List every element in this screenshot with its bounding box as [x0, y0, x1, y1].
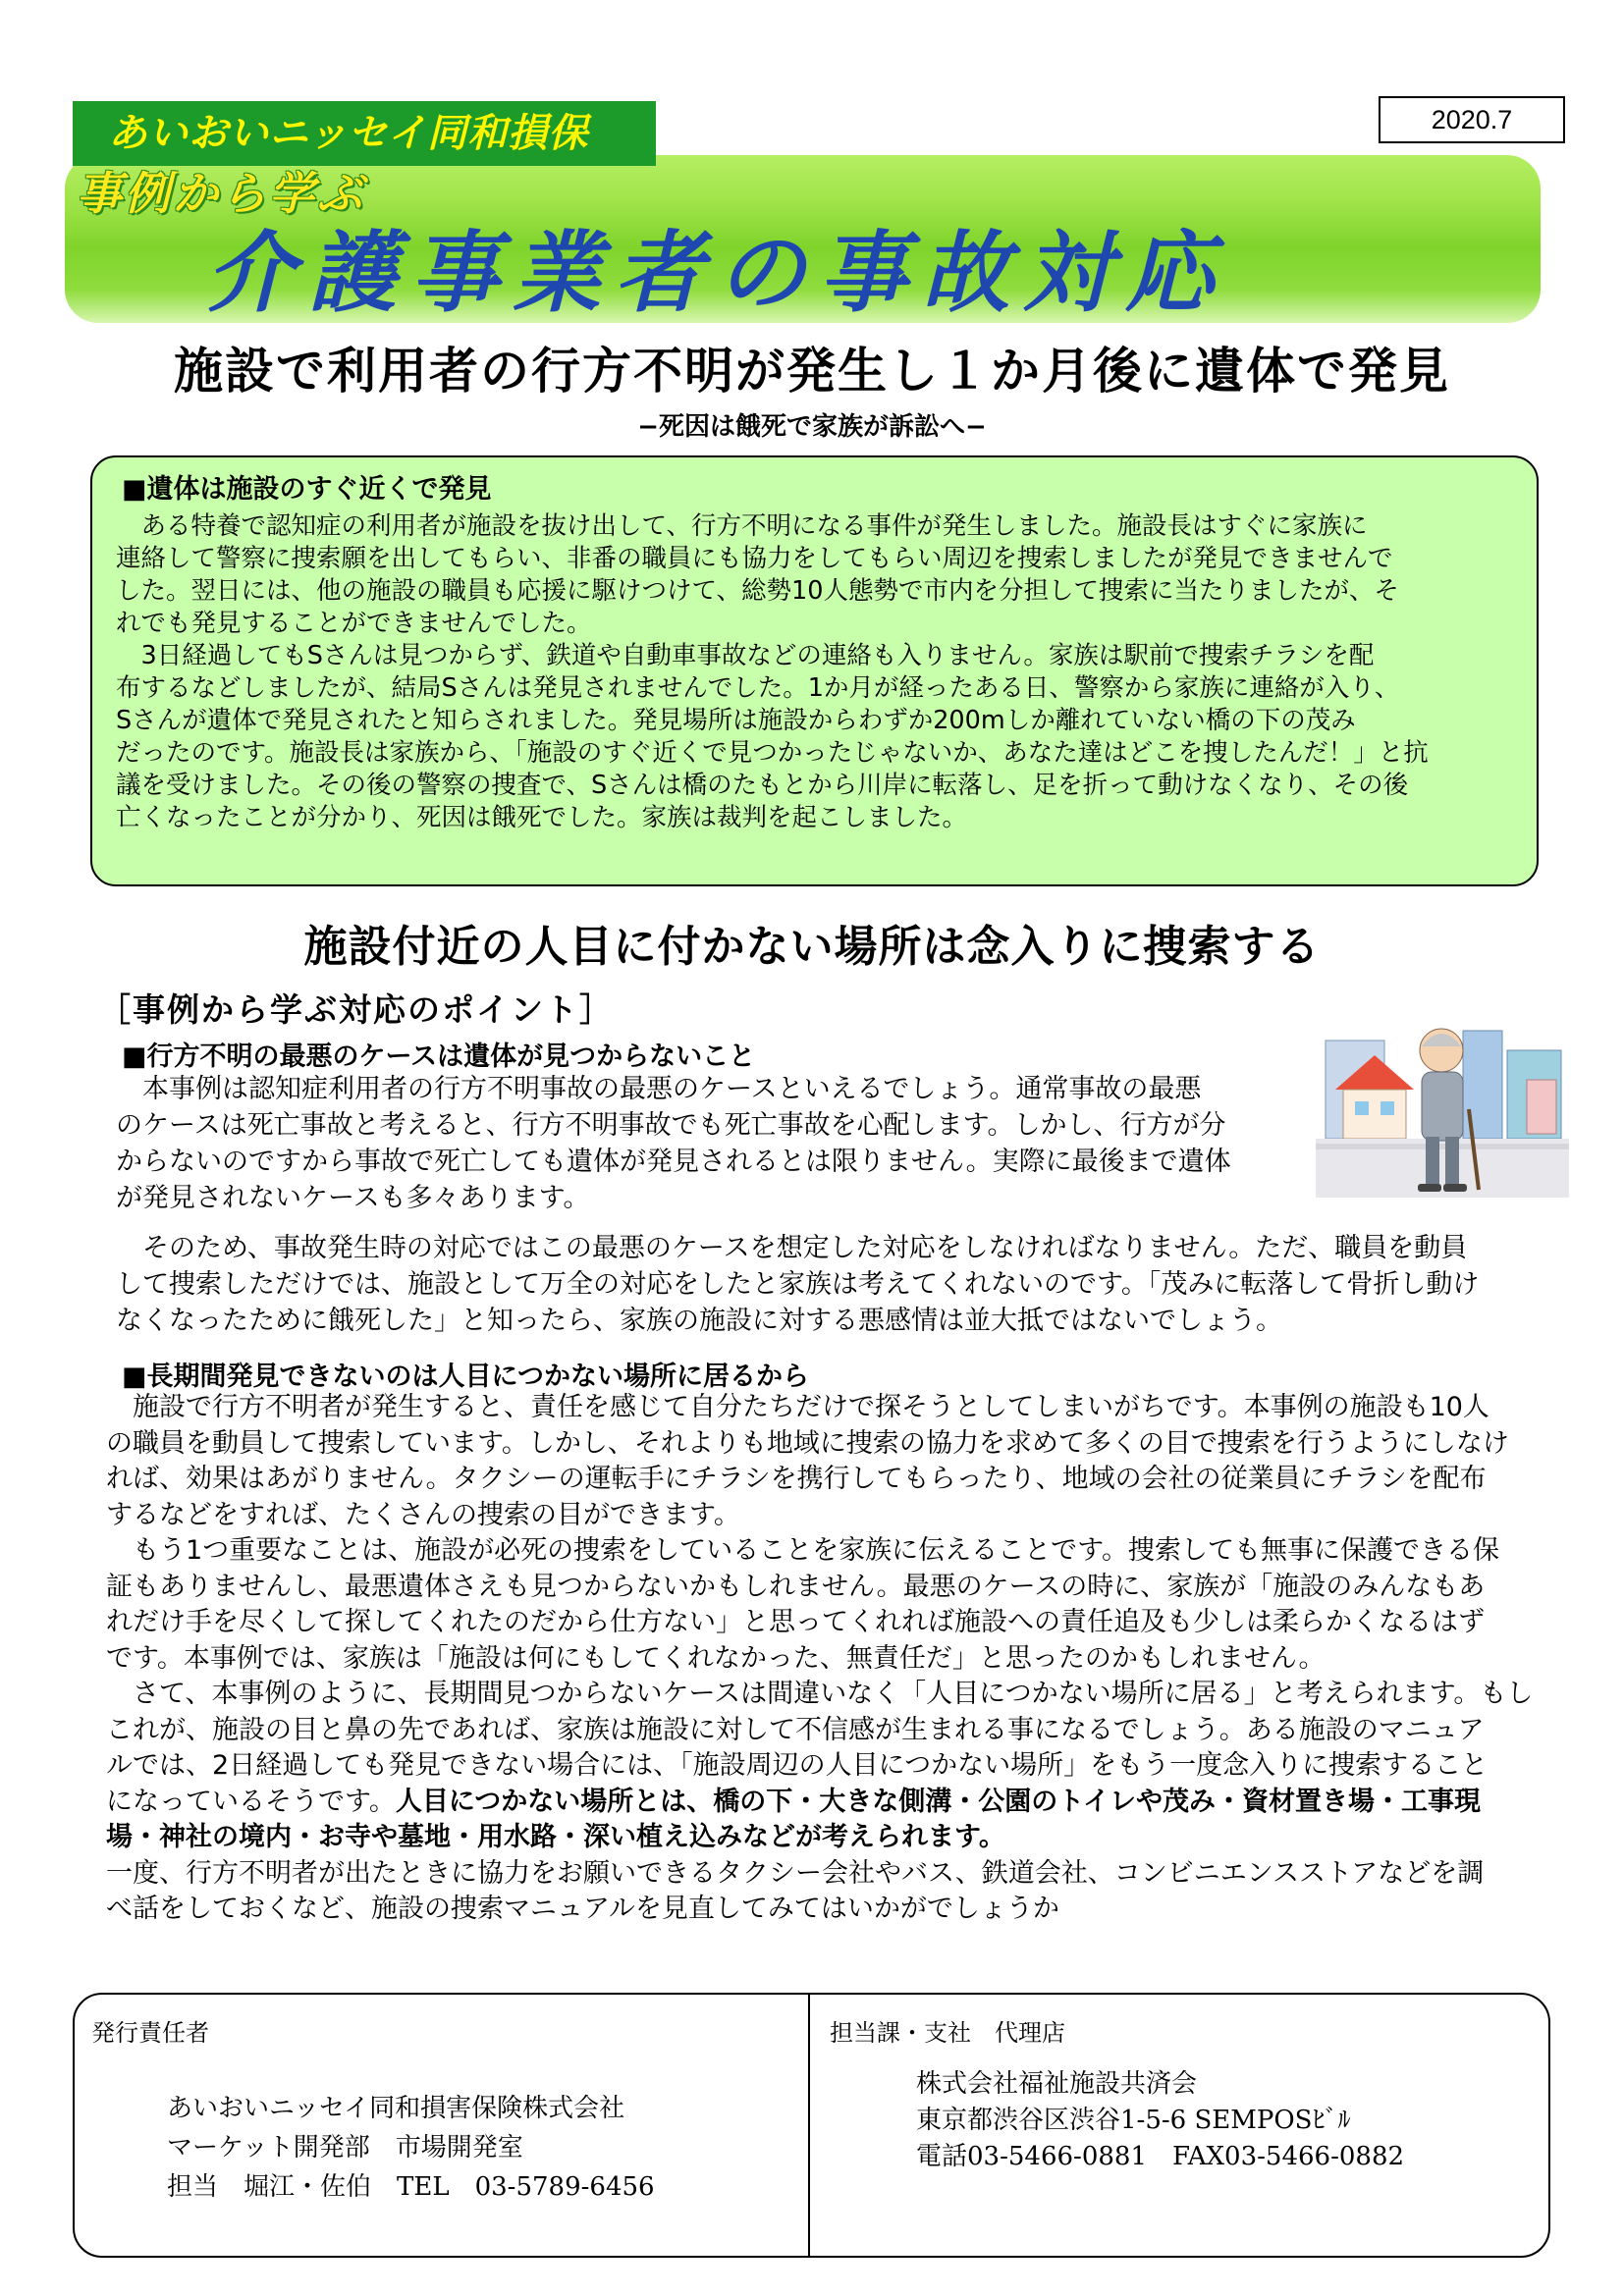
point2-line: の職員を動員して捜索しています。しかし、それよりも地域に捜索の協力を求めて多くの目で捜索を行うようにしなけ	[106, 1427, 1509, 1459]
point1-title: ■行方不明の最悪のケースは遺体が見つからないこと	[122, 1041, 756, 1072]
point1-line: なくなったために餓死した」と知ったら、家族の施設に対する悪感情は並大抵ではないでしょう。	[116, 1306, 1282, 1336]
case-line: 亡くなったことが分かり、死因は餓死でした。家族は裁判を起こしました。	[116, 803, 968, 832]
point2-line: するなどをすれば、たくさんの捜索の目ができます。	[106, 1499, 740, 1530]
point2-line: これが、施設の目と鼻の先であれば、家族は施設に対して不信感が生まれる事になるでしょう。ある施設のマニュア	[106, 1714, 1485, 1745]
brand-label: あいおいニッセイ同和損保	[73, 101, 656, 166]
case-line: ある特養で認知症の利用者が施設を抜け出して、行方不明になる事件が発生しました。施設長はすぐに家族に	[116, 511, 1368, 541]
issue-date: 2020.7	[1379, 96, 1565, 143]
case-title: ■遺体は施設のすぐ近くで発見	[122, 474, 492, 505]
banner-subtitle: 事例から学ぶ	[77, 167, 365, 220]
headline: 施設で利用者の行方不明が発生し１か月後に遺体で発見	[174, 343, 1450, 400]
case-line: 布するなどしましたが、結局Sさんは発見されませんでした。1か月が経ったある日、警察から家族に連絡が入り、	[116, 673, 1400, 703]
point1-line: からないのですから事故で死亡しても遺体が発見されるとは限りません。実際に最後まで遺体	[116, 1147, 1231, 1177]
point2-line: です。本事例では、家族は「施設は何にもしてくれなかった、無責任だ」と思ったのかもしれません。	[106, 1642, 1326, 1674]
subheadline: −死因は餓死で家族が訴訟へ−	[637, 412, 987, 442]
elderly-man-illustration	[1316, 1011, 1569, 1198]
publisher-line: あいおいニッセイ同和損害保険株式会社	[167, 2094, 625, 2123]
point2-line: さて、本事例のように、長期間見つからないケースは間違いなく「人目につかない場所に居る」と考えられます。もし	[106, 1679, 1534, 1709]
point1-body-b	[116, 1230, 1569, 1339]
point1-line: して捜索しただけでは、施設として万全の対応をしたと家族は考えてくれないのです。「茂みに転落して骨折し動け	[116, 1269, 1480, 1300]
case-line: 議を受けました。その後の警察の捜査で、Sさんは橋のたもとから川岸に転落し、足を折って動けなくなり、その後	[116, 771, 1409, 800]
point2-line	[106, 1785, 1579, 1821]
point2-title: ■長期間発見できないのは人目につかない場所に居るから	[122, 1362, 809, 1392]
agency-line: 東京都渋谷区渋谷1-5-6 SEMPOSﾋﾞﾙ	[916, 2106, 1351, 2135]
agency-info	[916, 2066, 1404, 2175]
publisher-heading: 発行責任者	[91, 2019, 209, 2047]
case-line: した。翌日には、他の施設の職員も応援に駆けつけて、総勢10人態勢で市内を分担して捜索に当たりましたが、そ	[116, 576, 1399, 606]
footer-divider	[808, 1994, 810, 2257]
point1-line: が発見されないケースも多々あります。	[116, 1183, 590, 1213]
point2-line: もう1つ重要なことは、施設が必死の捜索をしていることを家族に伝えることです。捜索しても無事に保護できる保	[106, 1535, 1500, 1566]
point2-line: 証もありませんし、最悪遺体さえも見つからないかもしれません。最悪のケースの時に、家族が「施設のみんなもあ	[106, 1571, 1486, 1602]
point2-line: 施設で行方不明者が発生すると、責任を感じて自分たちだけで探そうとしてしまいがちです。本事例の施設も10人	[106, 1392, 1489, 1422]
case-line: 連絡して警察に捜索願を出してもらい、非番の職員にも協力をしてもらい周辺を捜索しましたが発見できませんで	[116, 544, 1393, 573]
section-title: 施設付近の人目に付かない場所は念入りに捜索する	[303, 922, 1321, 972]
agency-heading: 担当課・支社 代理店	[830, 2019, 1065, 2047]
point2-bold-text: 人目につかない場所とは、橋の下・大きな側溝・公園のトイレや茂み・資材置き場・工事現	[395, 1786, 1481, 1817]
agency-line: 株式会社福祉施設共済会	[916, 2069, 1198, 2099]
point2-line: 一度、行方不明者が出たときに協力をお願いできるタクシー会社やバス、鉄道会社、コンビニエンスストアなどを調	[106, 1857, 1485, 1889]
publisher-line: 担当 堀江・佐伯 TEL 03-5789-6456	[167, 2172, 655, 2202]
point1-line: のケースは死亡事故と考えると、行方不明事故でも死亡事故を心配します。しかし、行方が分	[116, 1110, 1226, 1141]
point1-line: 本事例は認知症利用者の行方不明事故の最悪のケースといえるでしょう。通常事故の最悪	[116, 1074, 1202, 1104]
case-line: だったのです。施設長は家族から、「施設のすぐ近くで見つかったじゃないか、あなた達はどこを捜したんだ！」と抗	[116, 738, 1429, 768]
publisher-line: マーケット開発部 市場開発室	[167, 2133, 523, 2163]
point2-line: ルでは、2日経過しても発見できない場合には、「施設周辺の人目につかない場所」をもう一度念入りに捜索すること	[106, 1750, 1489, 1781]
case-line: Sさんが遺体で発見されたと知らされました。発見場所は施設からわずか200mしか離れていない橋の下の茂み	[116, 706, 1356, 735]
case-line: れでも発見することができませんでした。	[116, 609, 592, 638]
agency-line: 電話03-5466-0881 FAX03-5466-0882	[916, 2142, 1405, 2171]
point2-bold-line: 場・神社の境内・お寺や墓地・用水路・深い植え込みなどが考えられます。	[106, 1822, 1005, 1852]
point2-line: べ話をしておくなど、施設の捜索マニュアルを見直してみてはいかがでしょうか	[106, 1894, 1059, 1924]
point2-body	[106, 1390, 1579, 1928]
case-body	[116, 510, 1530, 834]
point1-line: そのため、事故発生時の対応ではこの最悪のケースを想定した対応をしなければなりません。ただ、職員を動員	[116, 1233, 1468, 1263]
publisher-info	[167, 2089, 655, 2207]
points-label: ［事例から学ぶ対応のポイント］	[98, 990, 614, 1029]
point2-line: れだけ手を尽くして探してくれたのだから仕方ない」と思ってくれれば施設への責任追及も少しは柔らかくなるはず	[106, 1607, 1485, 1637]
banner-title: 介護事業者の事故対応	[206, 222, 1227, 325]
point1-body-a	[116, 1071, 1324, 1216]
case-line: 3日経過してもSさんは見つからず、鉄道や自動車事故などの連絡も入りません。家族は駅前で捜索チラシを配	[116, 641, 1375, 670]
point2-line: れば、効果はあがりません。タクシーの運転手にチラシを携行してもらったり、地域の会社の従業員にチラシを配布	[106, 1464, 1487, 1494]
point2-line-text: になっているそうです。	[106, 1786, 396, 1817]
